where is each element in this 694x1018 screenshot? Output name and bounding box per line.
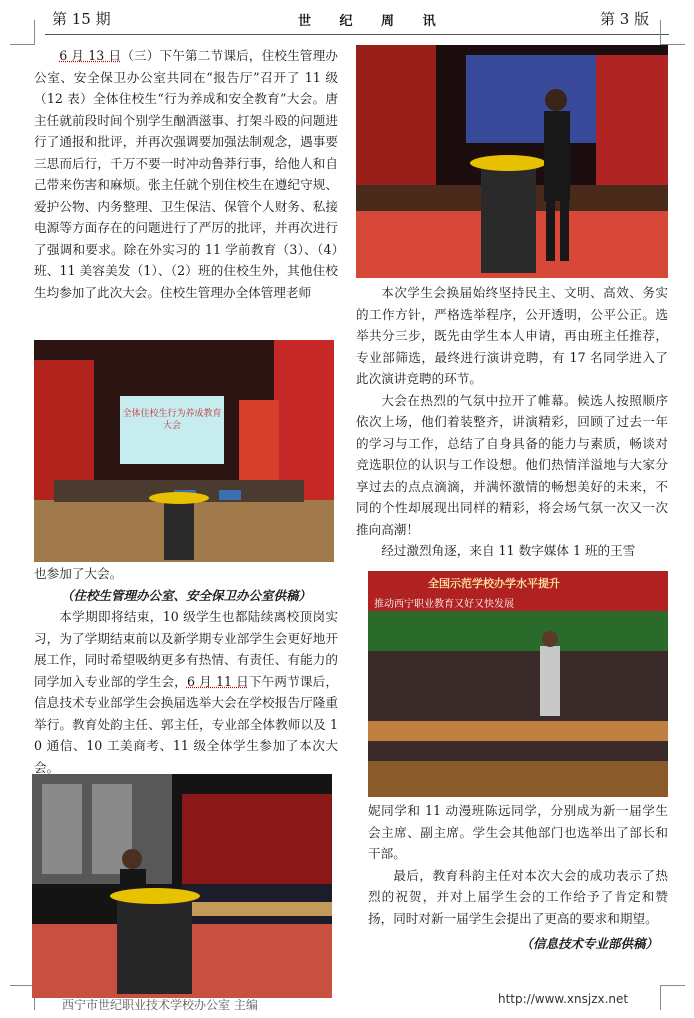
article1-tail: [34, 563, 338, 606]
article2-right-para5: 最后，教育科韵主任对本次大会的成功表示了热烈的祝贺，并对上届学生会的工作给予了肯定和赞扬，同时对新一届学生会提出了更高的要求和期望。: [368, 867, 668, 926]
article1-body: [34, 45, 338, 303]
article2-right-para2: 大会在热烈的气氛中拉开了帷幕。候选人按照顺序依次上场，他们着装整齐，讲演精彩，回顾了过去一年的学习与工作，总结了自身具备的能力与素质，畅谈对竞选职位的认识与工作设想。他们热情洋溢地与大家分享过去的点点滴滴，并满怀激情的畅想美好的未来，不同的个性却展现出同样的精彩，将会场气氛一次又一次推向高潮！: [356, 392, 668, 537]
article2-right-para3: 经过激烈角逐，来自 11 数字媒体 1 班的王雪: [381, 543, 636, 558]
photo-assembly-stage: [34, 340, 334, 562]
photo-candidate-speech-drawing: [32, 774, 332, 998]
article1-tail-text: 也参加了大会。: [34, 566, 123, 581]
photo-speaker-lectern-drawing: [356, 45, 668, 278]
article2-right-para1: 本次学生会换届始终坚持民主、文明、高效、务实的工作方针，严格选举程序，公开透明，公平公正。选举共分三步，既先由学生本人申请，再由班主任推荐，专业部筛选，最终进行演讲竞聘，有 17 名同学进入了此次演讲竞聘的环节。: [356, 285, 668, 386]
photo-banner-top: 全国示范学校办学水平提升: [428, 577, 560, 590]
article1-credit: （住校生管理办公室、安全保卫办公室供稿）: [60, 587, 311, 603]
article2-body-right: [356, 282, 668, 562]
article1-date: 6 月 13 日: [59, 48, 122, 63]
header-rule: [45, 34, 669, 35]
crop-mark-bottom-right: [660, 985, 685, 1010]
article2-paragraph-a: 本学期即将结束，10 级学生也都陆续离校顶岗实习，为了学期结束前以及新学期专业部学生会更好地开展工作，同时希望吸纳更多有热情、有责任、有能力的同学加入专业部的学生会，: [34, 609, 338, 689]
photo-speaker-lectern: [356, 45, 668, 278]
crop-mark-top-right: [660, 20, 685, 45]
footer-url[interactable]: http://www.xnsjzx.net: [498, 992, 629, 1006]
photo-candidate-speech: [32, 774, 332, 998]
crop-mark-top-left: [10, 20, 35, 45]
article2-paragraph-b: 下午两节课后，信息技术专业部学生会换届选举大会在学校报告厅隆重举行。教育处韵主任、郭主任，专业部全体教师以及 10 通信、10 工美商考、11 级全体学生参加了本次大会。: [34, 673, 338, 775]
article2-credit: （信息技术专业部供稿）: [520, 936, 658, 951]
footer-publisher: 西宁市世纪职业技术学校办公室 主编: [62, 998, 258, 1012]
newsletter-title: 世 纪 周 讯: [298, 14, 448, 29]
issue-number: 第 15 期: [52, 10, 111, 28]
article2-body-right-lower: [368, 800, 668, 955]
photo-screen-caption: 全体住校生行为养成教育大会: [120, 396, 224, 464]
article2-right-para4: 妮同学和 11 动漫班陈远同学，分别成为新一届学生会主席、副主席。学生会其他部门也选举出了部长和干部。: [368, 803, 668, 861]
page-number: 第 3 版: [600, 10, 650, 28]
photo-banner-sub: 推动西宁职业教育又好又快发展: [374, 599, 514, 610]
photo-audience: [368, 571, 668, 797]
article1-paragraph: （三）下午第二节课后，住校生管理办公室、安全保卫办公室共同在“报告厅”召开了 11 级（12 表）全体住校生“行为养成和安全教育”大会。唐主任就前段时间个别学生酗酒滋事、打架斗殴的问题进行了通报和批评，并再次强调要加强法制观念，遇事要三思而后行，千万不要一时冲动鲁莽行事，给他人和自己带来伤害和麻烦。张主任就个别住校生在遵纪守规、爱护公物、内务整理、卫生保洁、保管个人财务、私接电源等方面存在的问题进行了严厉的批评，并再次进行了强调和要求。除在外实习的 11 学前教育（3）、（4）班、11 美容美发（1）、（2）班的住校生外，其他住校生均参加了此次大会。住校生管理办全体管理老师: [34, 48, 338, 300]
article2-body-left: [34, 606, 338, 778]
article2-date: 6 月 11 日: [186, 673, 249, 689]
